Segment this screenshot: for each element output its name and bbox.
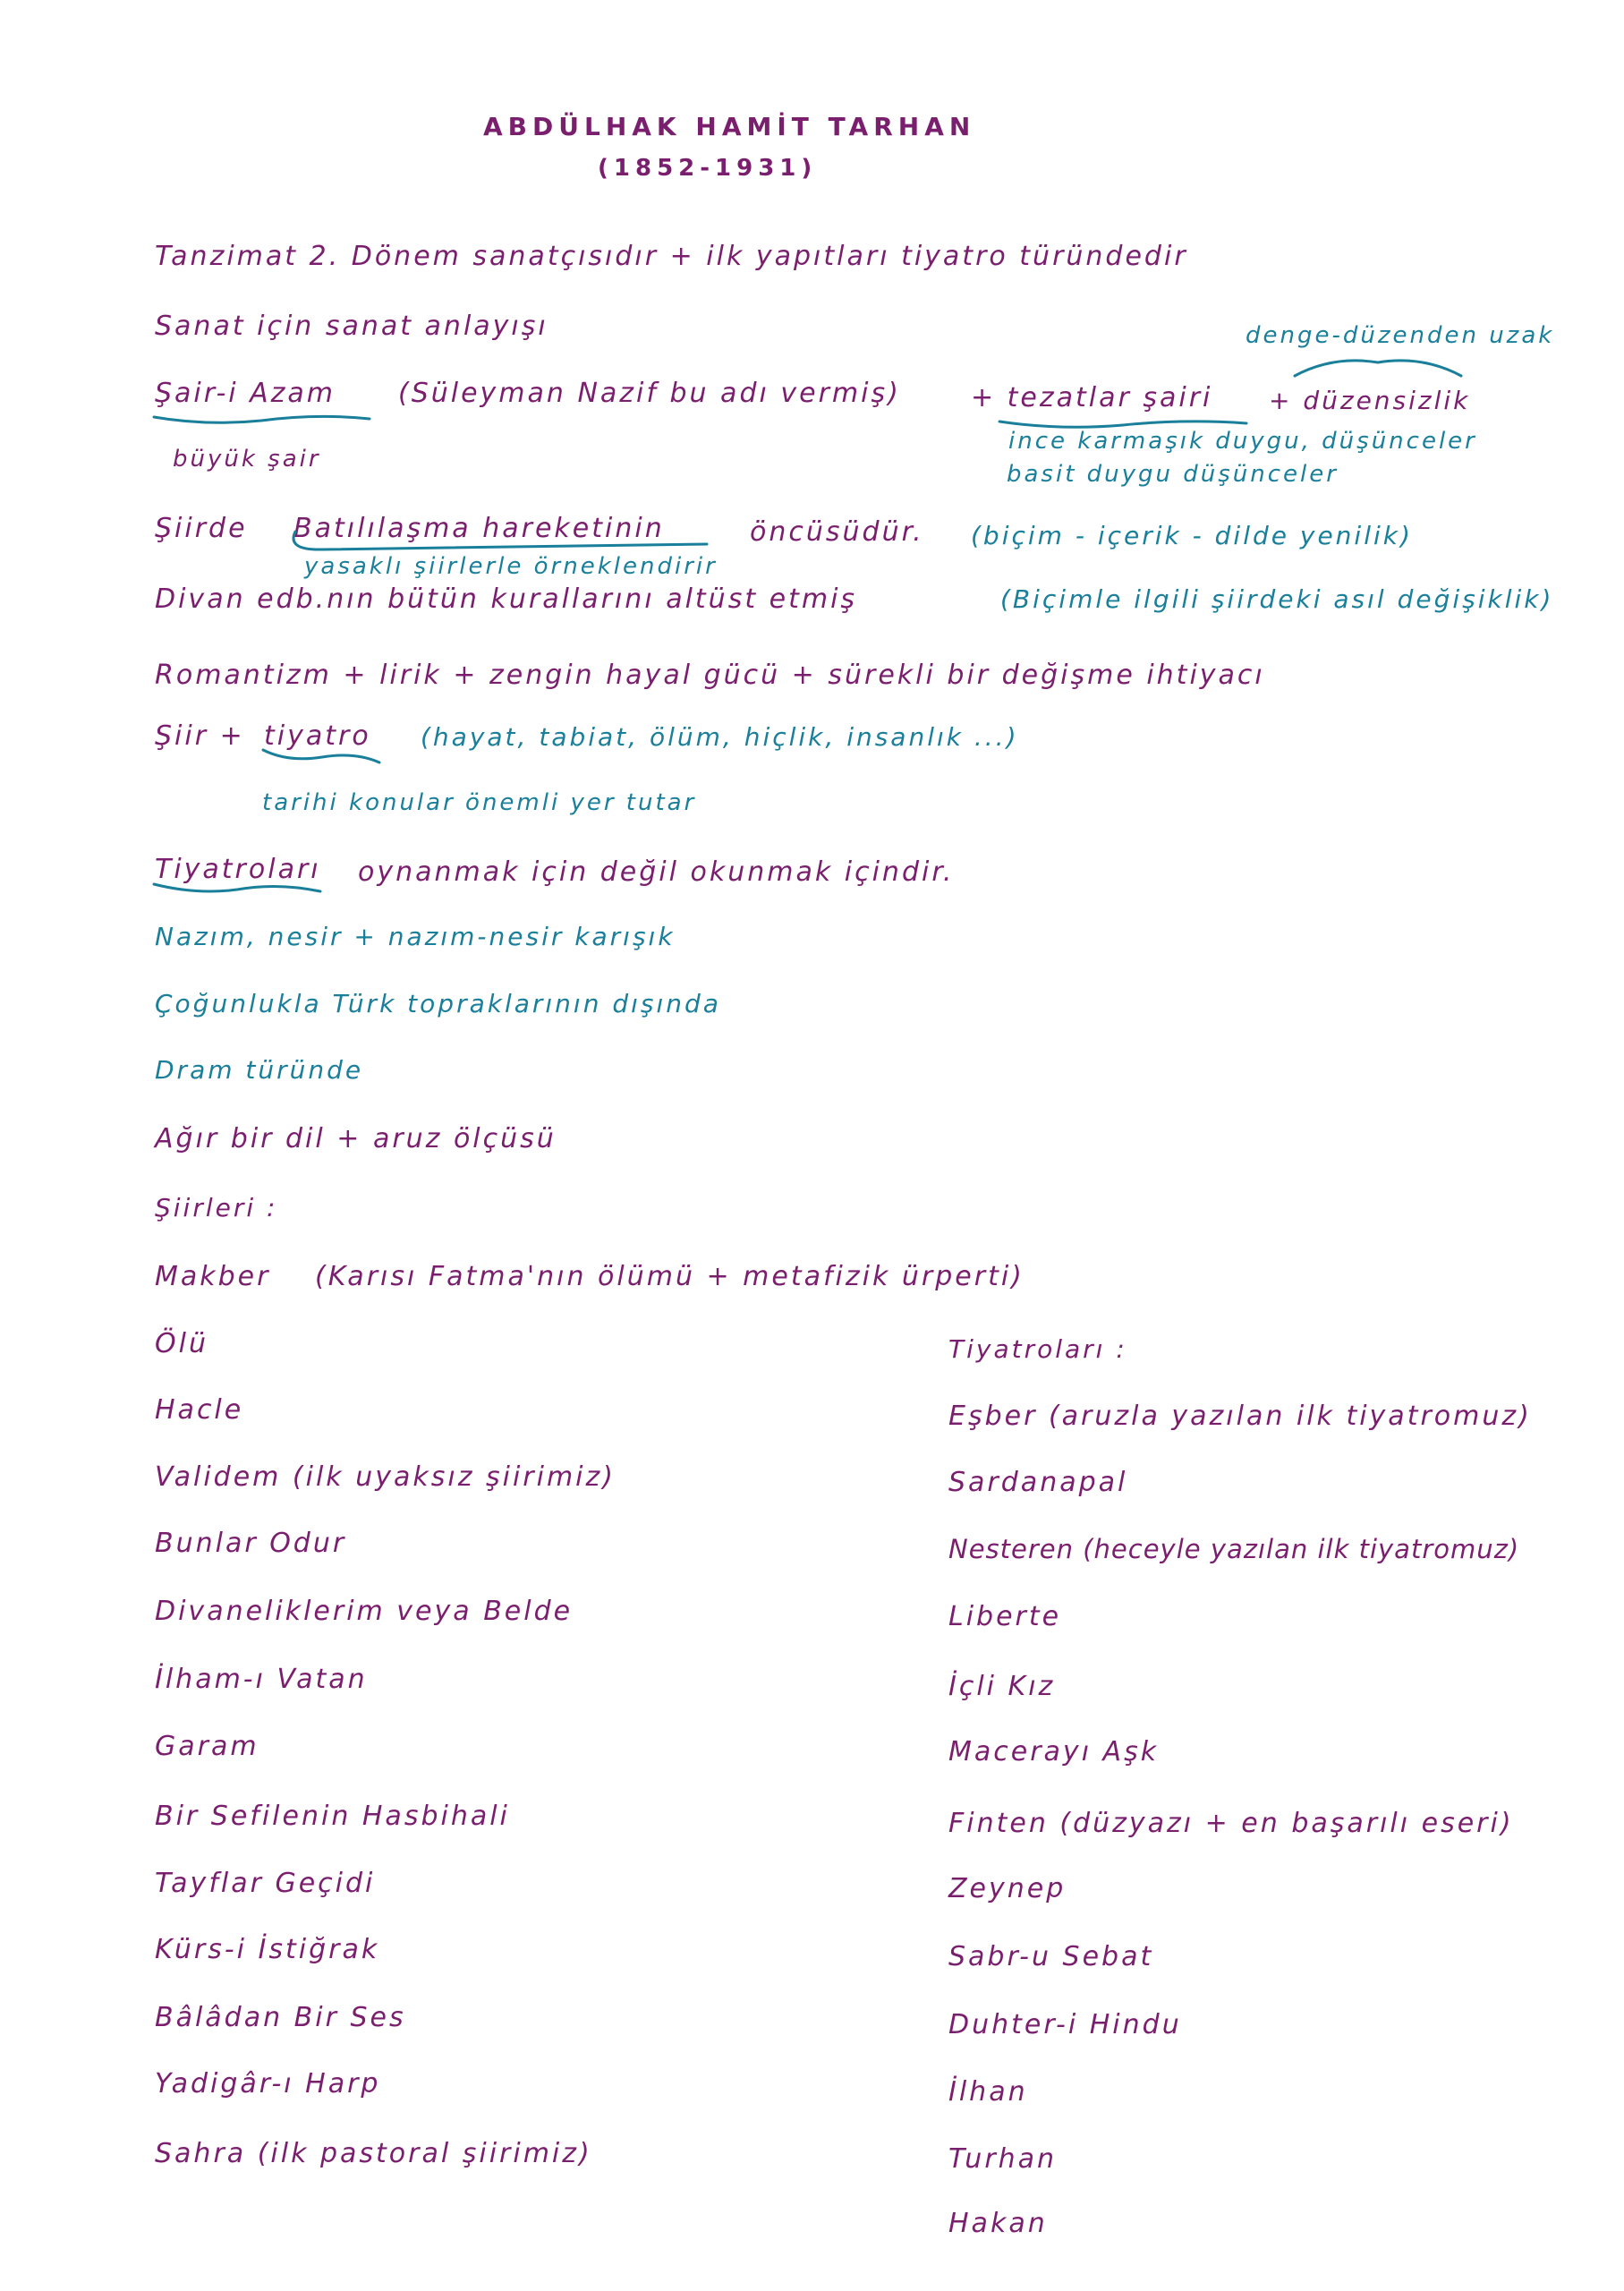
page-subtitle-years: (1852-1931): [598, 155, 818, 182]
note-tiyatrolari: Tiyatroları: [155, 854, 321, 885]
note-dram-turunde: Dram türünde: [155, 1055, 364, 1085]
play-item: İçli Kız: [948, 1671, 1056, 1702]
note-yasakli-siirler: yasaklı şiirlerle örneklendirir: [304, 553, 718, 580]
underline-tiyatro: [261, 745, 382, 766]
note-tarihi-konular: tarihi konular önemli yer tutar: [262, 789, 697, 816]
note-nazim-nesir: Nazım, nesir + nazım-nesir karışık: [155, 922, 676, 951]
underline-tiyatrolari: [152, 877, 322, 897]
poem-item: Yadigâr-ı Harp: [155, 2068, 381, 2099]
play-item: Zeynep: [948, 1873, 1067, 1904]
note-agir-dil: Ağır bir dil + aruz ölçüsü: [155, 1123, 557, 1154]
play-item: Duhter-i Hindu: [948, 2009, 1182, 2040]
poem-item: Bâlâdan Bir Ses: [155, 2002, 406, 2033]
note-tezatlar-sairi: + tezatlar şairi: [971, 382, 1213, 413]
note-makber-detail: (Karısı Fatma'nın ölümü + metafizik ürperti): [315, 1261, 1025, 1292]
play-item: Hakan: [948, 2208, 1048, 2239]
note-makber: Makber: [155, 1261, 271, 1292]
note-okunmak-icin: oynanmak için değil okunmak içindir.: [358, 856, 955, 888]
note-siir-plus: Şiir +: [155, 720, 245, 752]
poem-item: Sahra (ilk pastoral şiirimiz): [155, 2138, 592, 2169]
poem-item: Garam: [155, 1731, 259, 1762]
play-item: Macerayı Aşk: [948, 1736, 1160, 1767]
poem-item: Validem (ilk uyaksız şiirimiz): [155, 1461, 616, 1493]
play-item: Finten (düzyazı + en başarılı eseri): [948, 1808, 1514, 1839]
note-line-1: Tanzimat 2. Dönem sanatçısıdır + ilk yapıtları tiyatro türündedir: [155, 241, 1188, 272]
note-siirleri-heading: Şiirleri :: [155, 1193, 278, 1222]
note-aside-balance: denge-düzenden uzak: [1246, 322, 1555, 349]
note-line-2: Sanat için sanat anlayışı: [155, 311, 548, 342]
poem-item: Bir Sefilenin Hasbihali: [155, 1801, 510, 1832]
play-item: İlhan: [948, 2076, 1028, 2108]
poem-item: Bunlar Odur: [155, 1528, 347, 1559]
note-oncusudur: öncüsüdür.: [750, 516, 924, 548]
poem-item: Divaneliklerim veya Belde: [155, 1596, 574, 1627]
play-item: Turhan: [948, 2143, 1058, 2175]
note-romantizm: Romantizm + lirik + zengin hayal gücü + sürekli bir değişme ihtiyacı: [155, 660, 1265, 691]
poem-item: Ölü: [155, 1328, 208, 1359]
note-siirde: Şiirde: [155, 513, 248, 544]
poem-item: Kürs-i İstiğrak: [155, 1934, 380, 1965]
poem-item: İlham-ı Vatan: [155, 1664, 368, 1695]
note-buyuk-sair: büyük şair: [173, 446, 321, 473]
page-title: ABDÜLHAK HAMİT TARHAN: [483, 112, 976, 141]
play-item: Eşber (aruzla yazılan ilk tiyatromuz): [948, 1401, 1532, 1432]
underline-sair-i-azam: [152, 410, 371, 428]
play-item: Nesteren (heceyle yazılan ilk tiyatromuz): [948, 1534, 1520, 1564]
poem-item: Hacle: [155, 1394, 244, 1426]
note-title-sair-i-azam: Şair-i Azam: [155, 378, 336, 409]
note-batililasma: Batılılaşma hareketinin: [293, 513, 665, 544]
play-item: Sardanapal: [948, 1467, 1128, 1498]
brace-underline: [1293, 353, 1463, 380]
note-hayat-tabiat: (hayat, tabiat, ölüm, hiçlik, insanlık ...): [421, 722, 1019, 752]
note-turk-topraklari: Çoğunlukla Türk topraklarının dışında: [155, 989, 721, 1018]
play-item: Sabr-u Sebat: [948, 1941, 1154, 1972]
note-bicim-icerik: (biçim - içerik - dilde yenilik): [971, 521, 1413, 550]
note-divan-edb: Divan edb.nın bütün kurallarını altüst etmiş: [155, 583, 858, 615]
play-item: Liberte: [948, 1601, 1062, 1632]
note-duzensizlik: + düzensizlik: [1269, 386, 1471, 415]
note-tiyatro: tiyatro: [264, 720, 371, 752]
note-bicimle-ilgili: (Biçimle ilgili şiirdeki asıl değişiklik): [1000, 584, 1554, 614]
note-simple-feelings: basit duygu düşünceler: [1007, 461, 1339, 488]
plays-heading: Tiyatroları :: [948, 1334, 1127, 1364]
note-line-3-nazif: (Süleyman Nazif bu adı vermiş): [398, 378, 901, 409]
note-complex-feelings: ince karmaşık duygu, düşünceler: [1008, 428, 1477, 455]
poem-item: Tayflar Geçidi: [155, 1868, 376, 1899]
